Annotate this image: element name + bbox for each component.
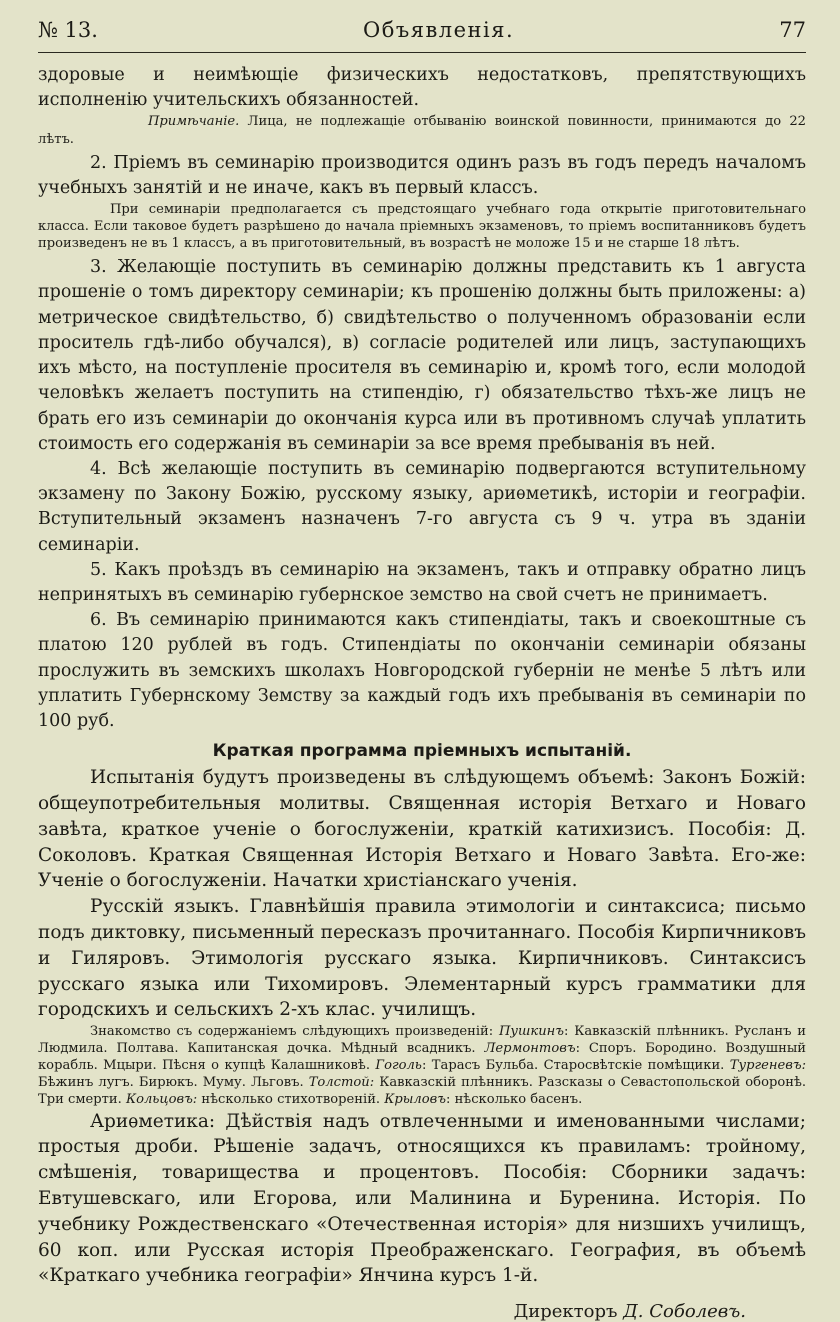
works-gogol: : Тарасъ Бульба. Старосвѣтскіе помѣщики. — [421, 1058, 730, 1074]
section-title: Краткая программа пріемныхъ испытаній. — [212, 741, 632, 762]
page-header — [38, 18, 806, 48]
author-gogol: Гоголь — [375, 1058, 422, 1074]
signature-name: Д. Соболевъ. — [623, 1301, 746, 1322]
works-lermontov: : Споръ. Бородино. Воздушный корабль. Мцыри. Пѣсня о купцѣ Калашниковѣ. — [38, 1041, 806, 1074]
lit-intro: Знакомство съ содержаніемъ слѣдующихъ произведеній: — [90, 1024, 499, 1040]
works-koltsov: нѣсколько стихотвореній. — [197, 1092, 385, 1108]
page-number: 77 — [779, 18, 806, 42]
signature — [38, 1301, 806, 1322]
page-title: Объявленія. — [363, 18, 515, 42]
header-rule — [38, 52, 806, 53]
author-tolstoy: Толстой: — [308, 1075, 375, 1091]
works-turgenev: Бѣжинъ лугъ. Бирюкъ. Муму. Льговъ. — [38, 1075, 309, 1091]
works-pushkin: : Кавказскій плѣнникъ. Русланъ и Людмила. Полтава. Капитанская дочка. Мѣдный всадникъ. — [38, 1024, 806, 1057]
author-pushkin: Пушкинъ — [498, 1024, 565, 1040]
paragraph-3: 3. Желающіе поступить въ семинарію должны представить къ 1 августа прошеніе о томъ директору семинаріи; къ прошенію должны быть приложены: а) метрическое свидѣтельство, б) свидѣтельство о полученномъ образованіи если проситель гдѣ-либо обучался), в) согласіе родителей или лицъ, заступающихъ ихъ мѣсто, на поступленіе просителя въ семинарію и, кромѣ того, если молодой человѣкъ желаетъ поступить на стипендію, г) обязательство тѣхъ-же лицъ не брать его изъ семинаріи до окончанія курса или въ противномъ случаѣ уплатить стоимость его содержанія въ семинаріи за все время пребыванія въ ней. — [38, 257, 806, 454]
author-koltsov: Кольцовъ: — [125, 1092, 198, 1108]
works-krylov: : нѣсколько басенъ. — [446, 1092, 583, 1108]
program-arithmetic-history-geography: Ариѳметика: Дѣйствія надъ отвлеченными и именованными числами; простыя дроби. Рѣшеніе задачъ, относящихся къ правиламъ: тройному, смѣшенія, товарищества и процентовъ. Пособія: Сборники задачъ: Евтушевскаго, или Егорова, или Малинина и Буренина. Исторія. По учебнику Рождественскаго «Отечественная исторія» для низшихъ училищъ, 60 коп. или Русская исторія Преображенскаго. География, въ объемѣ «Краткаго учебника географіи» Янчина курсъ 1-й. — [38, 1110, 806, 1287]
paragraph-5: 5. Какъ проѣздъ въ семинарію на экзаменъ, такъ и отправку обратно лицъ непринятыхъ въ семинарію губернское земство на свой счетъ не принимаетъ. — [38, 559, 806, 605]
author-krylov: Крыловъ — [384, 1092, 446, 1108]
paragraph-2: 2. Пріемъ въ семинарію производится одинъ разъ въ годъ передъ началомъ учебныхъ занятій и не иначе, какъ въ первый классъ. — [38, 152, 806, 198]
note-text: Лица, не подлежащіе отбыванію воинской повинности, принимаются до 22 лѣтъ. — [38, 114, 806, 147]
note-label: Примѣчаніе. — [148, 114, 240, 130]
works-tolstoy: Кавказскій плѣнникъ. Разсказы о Севастопольской оборонѣ. Три смерти. — [38, 1075, 806, 1108]
paragraph-continuation: здоровые и неимѣющіе физическихъ недостатковъ, препятствующихъ исполненію учительскихъ обязанностей. — [38, 65, 806, 111]
program-russian: Русскій языкъ. Главнѣйшія правила этимологіи и синтаксиса; письмо подъ диктовку, письменный пересказъ прочитаннаго. Пособія Кирпичниковъ и Гиляровъ. Этимологія русскаго языка. Кирпичниковъ. Синтаксисъ русскаго языка или Тихомировъ. Элементарный курсъ грамматики для городскихъ и сельскихъ 2-хъ клас. училищъ. — [38, 896, 806, 1021]
paragraph-6: 6. Въ семинарію принимаются какъ стипендіаты, такъ и своекоштные съ платою 120 рублей въ годъ. Стипендіаты по окончаніи семинаріи обязаны прослужить въ земскихъ школахъ Новгородской губерніи не менѣе 5 лѣтъ или уплатить Губернскому Земству за каждый годъ ихъ пребыванія въ семинаріи по 100 руб. — [38, 610, 806, 731]
paragraph-4: 4. Всѣ желающіе поступить въ семинарію подвергаются вступительному экзамену по Закону Божію, русскому языку, ариѳметикѣ, исторіи и географіи. Вступительный экзаменъ назначенъ 7-го августа съ 9 ч. утра въ зданіи семинаріи. — [38, 458, 806, 555]
author-lermontov: Лермонтовъ — [484, 1041, 576, 1057]
program-law-of-god: Испытанія будутъ произведены въ слѣдующемъ объемѣ: Законъ Божій: общеупотребительныя молитвы. Священная исторія Ветхаго и Новаго завѣта, краткое ученіе о богослуженіи, краткій катихизисъ. Пособія: Д. Соколовъ. Краткая Священная Исторія Ветхаго и Новаго Завѣта. Его-же: Ученіе о богослуженіи. Начатки христіанскаго ученія. — [38, 767, 806, 892]
issue-number: № 13. — [38, 18, 98, 42]
signature-title: Директоръ — [513, 1301, 618, 1322]
note-age — [38, 113, 806, 147]
literature-list — [38, 1023, 806, 1108]
note-preparatory-class: При семинаріи предполагается съ предстоящаго учебнаго года открытіе приготовительнаго класса. Если таковое будетъ разрѣшено до начала пріемныхъ экзаменовъ, то пріемъ воспитанниковъ будетъ произведенъ не въ 1 классъ, а въ приготовительный, въ возрастѣ не моложе 15 и не старше 18 лѣтъ. — [38, 202, 806, 252]
author-turgenev: Тургеневъ: — [729, 1058, 806, 1074]
